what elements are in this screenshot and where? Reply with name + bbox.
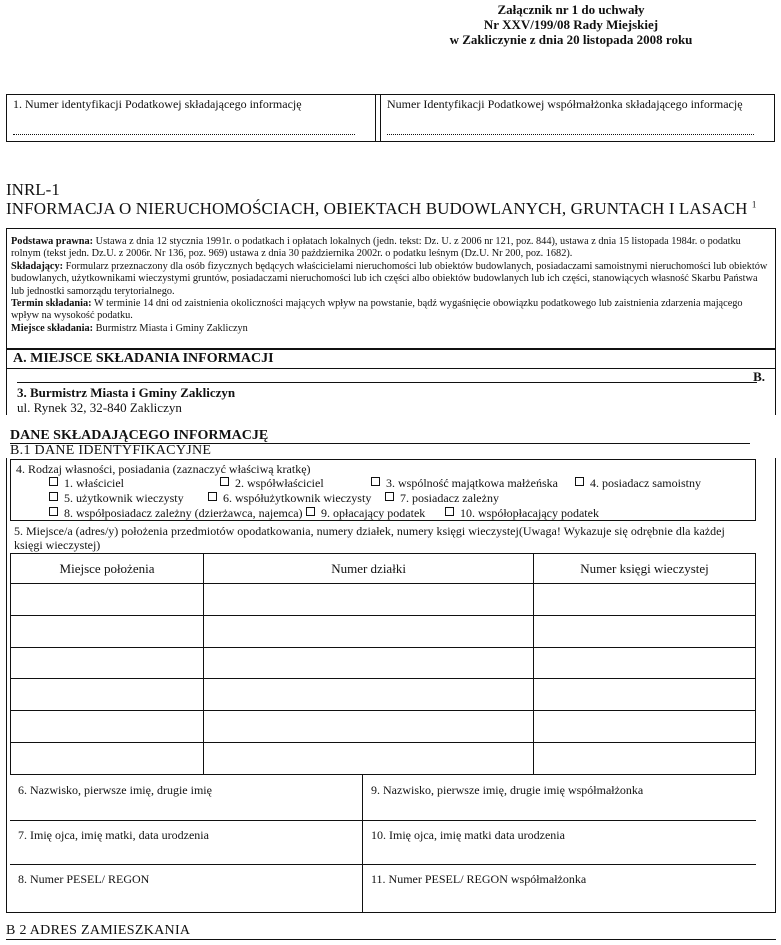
office-box	[6, 369, 776, 415]
table-cell[interactable]	[534, 647, 756, 679]
ownership-type-box	[10, 459, 756, 521]
table-cell[interactable]	[204, 647, 534, 679]
section-b-title: DANE SKŁADAJĄCEGO INFORMACJĘ	[10, 428, 269, 443]
checkbox-icon	[220, 477, 229, 486]
deadline-label: Termin składania:	[11, 298, 92, 310]
table-cell[interactable]	[204, 679, 534, 711]
spouse-pesel-field[interactable]: 11. Numer PESEL/ REGON współmałżonka	[371, 872, 587, 886]
checkbox-icon	[445, 507, 454, 516]
parents-field[interactable]: 7. Imię ojca, imię matki, data urodzenia	[10, 820, 363, 864]
table-cell[interactable]	[534, 679, 756, 711]
table-cell[interactable]	[11, 647, 204, 679]
section-a-title: A. MIEJSCE SKŁADANIA INFORMACJI	[6, 349, 776, 369]
table-cell[interactable]	[534, 615, 756, 647]
nip-spouse-dotted-line	[387, 134, 754, 135]
ownership-option-5[interactable]: 5. użytkownik wieczysty	[49, 491, 184, 506]
ownership-option-9[interactable]: 9. opłacający podatek	[306, 506, 425, 521]
checkbox-icon	[49, 492, 58, 501]
form-title	[6, 199, 757, 219]
section-b2-title: B 2 ADRES ZAMIESZKANIA	[6, 923, 191, 938]
filers-label: Składający:	[11, 260, 64, 272]
table-cell[interactable]	[11, 584, 204, 616]
ownership-type-title: 4. Rodzaj własności, posiadania (zaznaczyć właściwą kratkę)	[16, 462, 311, 476]
table-row	[11, 743, 756, 775]
checkbox-icon	[385, 492, 394, 501]
table-cell[interactable]	[204, 584, 534, 616]
header-line-1: Załącznik nr 1 do uchwały	[497, 2, 645, 17]
ownership-option-8[interactable]: 8. współposiadacz zależny (dzierżawca, najemca)	[49, 506, 303, 521]
section-b-marker: B.	[753, 369, 765, 384]
table-cell[interactable]	[11, 679, 204, 711]
nip-box	[6, 94, 775, 142]
ownership-option-6[interactable]: 6. współużytkownik wieczysty	[208, 491, 371, 506]
checkbox-icon	[49, 477, 58, 486]
table-row	[11, 615, 756, 647]
form-code: INRL-1	[6, 180, 60, 199]
ownership-option-7[interactable]: 7. posiadacz zależny	[385, 491, 499, 506]
table-cell[interactable]	[204, 615, 534, 647]
checkbox-icon	[208, 492, 217, 501]
header-line-2: Nr XXV/199/08 Rady Miejskiej	[483, 17, 659, 32]
ownership-option-4[interactable]: 4. posiadacz samoistny	[575, 476, 701, 491]
table-row	[11, 711, 756, 743]
table-cell[interactable]	[11, 743, 204, 775]
spouse-name-field[interactable]: 9. Nazwisko, pierwsze imię, drugie imię współmałżonka	[371, 783, 644, 797]
table-cell[interactable]	[204, 743, 534, 775]
pesel-field[interactable]: 8. Numer PESEL/ REGON	[10, 864, 363, 912]
form-title-footnote: 1	[751, 199, 757, 210]
nip-filer-dotted-line	[13, 134, 355, 135]
table-cell[interactable]	[534, 743, 756, 775]
legal-basis-label: Podstawa prawna:	[11, 236, 94, 247]
legal-basis-text: Ustawa z dnia 12 stycznia 1991r. o podatkach i opłatach lokalnych (jedn. tekst: Dz. U. z 2006 nr 121, poz. 844), ustawa z dnia 15 listopada 1984r. o podatku rolnym (tekst jedn. Dz.U. z 2006r. Nr 136, poz. 969) ustawa z dnia 30 października 2002r. o podatku leśnym (Dz.U. Nr 200, poz. 1682).	[11, 236, 741, 260]
section-b2-rule	[6, 939, 776, 940]
table-cell[interactable]	[534, 584, 756, 616]
filers-text: Formularz przeznaczony dla osób fizycznych będących właścicielami nieruchomości lub obiektów budowlanych, posiadaczami samoistnymi nieruchomości lub obiektów budowlanych, użytkownikami wieczystymi gruntów, posiadaczami nieruchomości lub ich części albo obiektów budowlanych lub ich części, stanowiących własność Skarbu Państwa lub jednostki samorządu terytorialnego.	[11, 260, 768, 297]
table-row	[11, 647, 756, 679]
person-pesel-row	[10, 864, 756, 912]
ownership-option-2[interactable]: 2. współwłaściciel	[220, 476, 324, 491]
nip-spouse-field[interactable]	[380, 95, 774, 141]
column-header-land-register: Numer księgi wieczystej	[534, 554, 756, 584]
nip-filer-label: 1. Numer identyfikacji Podatkowej składającego informację	[13, 97, 302, 111]
checkbox-icon	[306, 507, 315, 516]
place-text: Burmistrz Miasta i Gminy Zakliczyn	[95, 322, 248, 334]
table-cell[interactable]	[11, 615, 204, 647]
checkbox-icon	[371, 477, 380, 486]
checkbox-icon	[49, 507, 58, 516]
property-table-header	[11, 554, 756, 584]
header-line-3: w Zakliczynie z dnia 20 listopada 2008 roku	[449, 32, 693, 47]
attachment-header	[441, 2, 701, 47]
column-header-plot-number: Numer działki	[204, 554, 534, 584]
ownership-option-3[interactable]: 3. wspólność majątkowa małżeńska	[371, 476, 558, 491]
table-cell[interactable]	[204, 711, 534, 743]
form-title-text: INFORMACJA O NIERUCHOMOŚCIACH, OBIEKTACH BUDOWLANYCH, GRUNTACH I LASACH	[6, 199, 748, 218]
ownership-option-10[interactable]: 10. współopłacający podatek	[445, 506, 599, 521]
column-header-location: Miejsce położenia	[11, 554, 204, 584]
office-name: 3. Burmistrz Miasta i Gminy Zakliczyn	[17, 385, 236, 400]
nip-spouse-label: Numer Identyfikacji Podatkowej współmałżonka składającego informację	[387, 97, 743, 111]
table-cell[interactable]	[534, 711, 756, 743]
person-parents-row	[10, 820, 756, 865]
checkbox-icon	[575, 477, 584, 486]
person-name-row	[10, 775, 756, 821]
nip-filer-field[interactable]	[7, 95, 376, 141]
ownership-option-1[interactable]: 1. właściciel	[49, 476, 124, 491]
name-field[interactable]: 6. Nazwisko, pierwsze imię, drugie imię	[10, 775, 363, 820]
property-location-label: 5. Miejsce/a (adres/y) położenia przedmiotów opodatkowania, numery działek, numery księgi wieczystej(Uwaga! Wykazuje się odrębnie dla każdej księgi wieczystej)	[14, 524, 725, 552]
legal-info-box	[6, 228, 776, 349]
office-address: ul. Rynek 32, 32-840 Zakliczyn	[17, 400, 182, 415]
place-label: Miejsce składania:	[11, 322, 94, 334]
spouse-parents-field[interactable]: 10. Imię ojca, imię matki data urodzenia	[371, 828, 565, 842]
office-rule	[17, 382, 757, 383]
property-table	[10, 553, 756, 775]
table-row	[11, 679, 756, 711]
table-row	[11, 584, 756, 616]
section-b1-title: B.1 DANE IDENTYFIKACYJNE	[10, 443, 212, 458]
table-cell[interactable]	[11, 711, 204, 743]
deadline-text: W terminie 14 dni od zaistnienia okoliczności mających wpływ na powstanie, bądź wygaśnięcie obowiązku podatkowego lub zaistnienia zdarzenia mającego wpływ na wysokość podatku.	[11, 298, 743, 322]
